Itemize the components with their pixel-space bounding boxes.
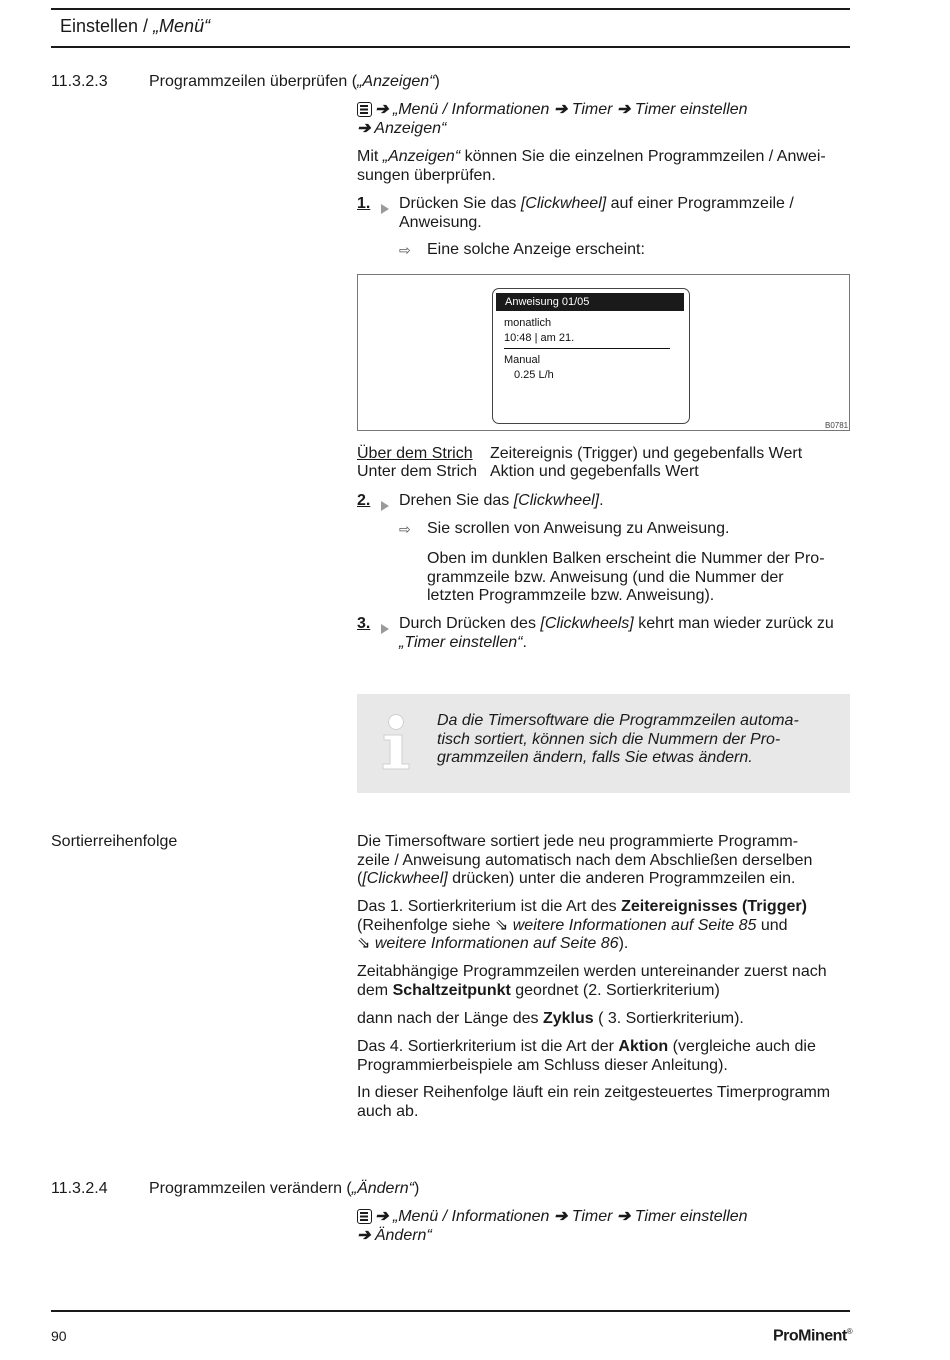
step-number: 1. bbox=[357, 195, 371, 212]
page-header bbox=[60, 16, 210, 37]
info-icon bbox=[377, 711, 417, 771]
display-divider bbox=[504, 348, 670, 349]
section-number: 11.3.2.4 bbox=[51, 1180, 108, 1197]
arrow-icon: ➔ bbox=[553, 101, 568, 118]
step-text: Drehen Sie das [Clickwheel]. bbox=[399, 492, 604, 509]
section-title: Programmzeilen verändern („Ändern“) bbox=[149, 1180, 420, 1197]
side-label: Sortierreihenfolge bbox=[51, 833, 178, 850]
menu-icon bbox=[357, 102, 372, 117]
arrow-icon: ➔ bbox=[553, 1208, 568, 1225]
reference-link[interactable]: weitere Informationen auf Seite 85 bbox=[512, 916, 757, 934]
figure-id: B0781 bbox=[825, 421, 849, 430]
sort-paragraph: dann nach der Länge des Zyklus ( 3. Sortierkriterium). bbox=[357, 1010, 744, 1027]
header-bottom-rule bbox=[51, 46, 850, 48]
arrow-icon: ➔ bbox=[616, 101, 631, 118]
step-number: 2. bbox=[357, 492, 371, 509]
display-trigger: monatlich bbox=[504, 317, 552, 329]
definition-term: Über dem Strich bbox=[357, 445, 473, 462]
arrow-icon: ➔ bbox=[357, 1226, 371, 1244]
brand-logo: ProMinent® bbox=[773, 1327, 853, 1345]
arrow-icon: ➔ bbox=[357, 119, 371, 137]
definition-desc: Aktion und gegebenfalls Wert bbox=[490, 463, 699, 480]
sort-paragraph: Die Timersoftware sortiert jede neu programmierte Programm- zeile / Anweisung automatisch nach dem Abschließen derselben ([Clickwheel] drücken) unter die anderen Programmzeilen ein. bbox=[357, 833, 813, 887]
step-text: Durch Drücken des [Clickwheels] kehrt man wieder zurück zu „Timer einstellen“. bbox=[399, 615, 834, 651]
section-title: Programmzeilen überprüfen („Anzeigen“) bbox=[149, 73, 440, 90]
step-result: Eine solche Anzeige erscheint: bbox=[427, 241, 645, 258]
link-arrow-icon: ⇘ bbox=[494, 916, 509, 934]
arrow-icon: ➔ bbox=[375, 101, 389, 118]
definition-desc: Zeitereignis (Trigger) und gegebenfalls Wert bbox=[490, 445, 803, 462]
header-top-rule bbox=[51, 8, 850, 10]
menu-icon bbox=[357, 1209, 372, 1224]
step-marker-icon bbox=[381, 624, 389, 634]
arrow-icon: ➔ bbox=[375, 1208, 389, 1225]
intro-paragraph: Mit „Anzeigen“ können Sie die einzelnen Programmzeilen / Anwei- sungen überprüfen. bbox=[357, 148, 826, 184]
reference-link[interactable]: weitere Informationen auf Seite 86 bbox=[374, 935, 619, 952]
display-header: Anweisung 01/05 bbox=[496, 293, 684, 311]
menu-path: ➔ „Menü / Informationen ➔ Timer ➔ Timer einstellen ➔ Anzeigen“ bbox=[357, 101, 748, 137]
device-display bbox=[492, 288, 690, 424]
step-result: Sie scrollen von Anweisung zu Anweisung. bbox=[427, 520, 730, 537]
step-number: 3. bbox=[357, 615, 371, 632]
definition-term: Unter dem Strich bbox=[357, 463, 478, 480]
display-action: Manual bbox=[504, 354, 541, 366]
page-number: 90 bbox=[51, 1328, 67, 1344]
step-note: Oben im dunklen Balken erscheint die Nummer der Pro- grammzeile bzw. Anweisung (und die Nummer der letzten Programmzeile bzw. Anweisung). bbox=[427, 550, 825, 604]
sort-paragraph: Das 4. Sortierkriterium ist die Art der Aktion (vergleiche auch die Programmierbeispiele am Schluss dieser Anleitung). bbox=[357, 1038, 816, 1074]
arrow-icon: ➔ bbox=[616, 1208, 631, 1225]
sort-paragraph: In dieser Reihenfolge läuft ein rein zeitgesteuertes Timerprogramm auch ab. bbox=[357, 1084, 831, 1120]
step-marker-icon bbox=[381, 204, 389, 214]
sort-paragraph: Das 1. Sortierkriterium ist die Art des Zeitereignisses (Trigger) (Reihenfolge siehe ⇘ weitere Informationen auf Seite 85 und ⇘ weitere Informationen auf Seite 86). bbox=[357, 898, 807, 952]
display-value: 0.25 L/h bbox=[514, 369, 554, 381]
result-arrow-icon: ⇨ bbox=[399, 242, 411, 258]
step-text: Drücken Sie das [Clickwheel] auf einer Programmzeile / Anweisung. bbox=[399, 195, 794, 231]
sort-paragraph: Zeitabhängige Programmzeilen werden untereinander zuerst nach dem Schaltzeitpunkt geordnet (2. Sortierkriterium) bbox=[357, 963, 827, 999]
header-menu: „Menü“ bbox=[153, 16, 211, 36]
result-arrow-icon: ⇨ bbox=[399, 521, 411, 537]
footer-rule bbox=[51, 1310, 850, 1312]
menu-path: ➔ „Menü / Informationen ➔ Timer ➔ Timer einstellen ➔ Ändern“ bbox=[357, 1208, 748, 1244]
header-prefix: Einstellen / bbox=[60, 16, 154, 36]
link-arrow-icon: ⇘ bbox=[357, 935, 371, 952]
step-marker-icon bbox=[381, 501, 389, 511]
info-text: Da die Timersoftware die Programmzeilen automa- tisch sortiert, können sich die Nummern der Pro- grammzeilen ändern, falls Sie etwas ändern. bbox=[437, 712, 799, 766]
display-time: 10:48 | am 21. bbox=[504, 332, 575, 344]
section-number: 11.3.2.3 bbox=[51, 73, 108, 90]
